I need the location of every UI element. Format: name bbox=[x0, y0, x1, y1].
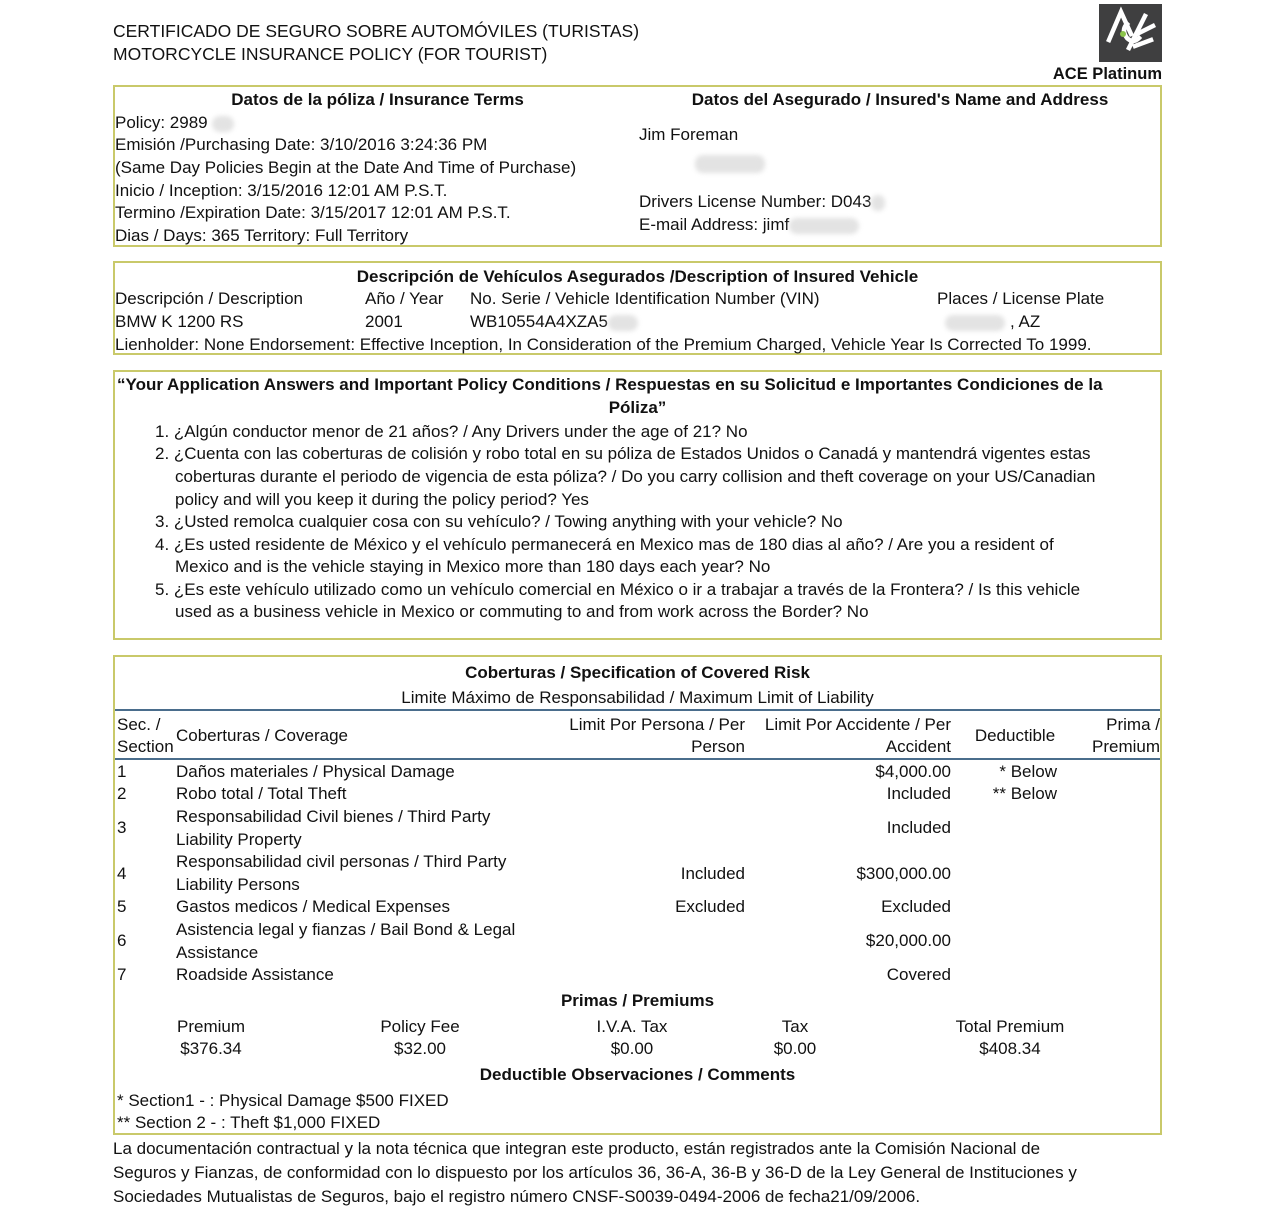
col-premium: Prima / bbox=[1106, 715, 1160, 734]
drivers-license: Drivers License Number: D043 bbox=[639, 191, 885, 213]
col-per-accident: Limit Por Accidente / Per bbox=[764, 715, 951, 734]
policy-terms-heading: Datos de la póliza / Insurance Terms bbox=[231, 90, 524, 109]
row-sec: 5 bbox=[117, 897, 127, 916]
row-sec: 7 bbox=[117, 965, 127, 984]
redacted-mark bbox=[212, 116, 234, 132]
title-english: MOTORCYCLE INSURANCE POLICY (FOR TOURIST) bbox=[113, 44, 548, 64]
coverage-subheading: Limite Máximo de Responsabilidad / Maximum Limit of Liability bbox=[401, 688, 874, 707]
purchase-date: Emisión /Purchasing Date: 3/10/2016 3:24:36 PM bbox=[115, 135, 488, 154]
vehicle-description: BMW K 1200 RS bbox=[115, 312, 244, 331]
condition-item-1: 1. ¿Algún conductor menor de 21 años? / Any Drivers under the age of 21? No bbox=[155, 422, 748, 441]
row-sec: 4 bbox=[117, 864, 127, 883]
vehicle-plate: , AZ bbox=[1010, 312, 1041, 331]
col-premium: Premium bbox=[1091, 737, 1160, 756]
condition-item-2: 2. ¿Cuenta con las coberturas de colisión y robo total en su póliza de Estados Unidos o Canadá y mantendrá vigentes estas bbox=[155, 444, 1091, 463]
ace-logo bbox=[1099, 4, 1162, 62]
premiums-heading: Primas / Premiums bbox=[560, 991, 715, 1010]
iva-tax-value: $0.00 bbox=[610, 1039, 654, 1058]
iva-tax-label: I.V.A. Tax bbox=[596, 1017, 668, 1036]
vehicle-vin: WB10554A4XZA5 bbox=[470, 311, 638, 333]
total-premium-label: Total Premium bbox=[955, 1017, 1065, 1036]
total-premium-value: $408.34 bbox=[979, 1039, 1041, 1058]
row-coverage: Gastos medicos / Medical Expenses bbox=[176, 897, 451, 916]
redacted-plate bbox=[945, 315, 1005, 331]
row-accident-limit: $300,000.00 bbox=[856, 864, 951, 883]
footer-line: Sociedades Mutualistas de Seguros, bajo el registro número CNSF-S0039-0494-2006 de fecha21/09/2006. bbox=[113, 1187, 921, 1206]
premium-label: Premium bbox=[176, 1017, 245, 1036]
col-per-accident: Accident bbox=[885, 737, 951, 756]
row-coverage: Daños materiales / Physical Damage bbox=[176, 762, 455, 781]
col-sec: Section bbox=[117, 737, 174, 756]
coverage-table-top-rule bbox=[115, 709, 1160, 711]
redacted-mark bbox=[608, 315, 638, 331]
col-coverage: Coberturas / Coverage bbox=[176, 726, 348, 745]
vehicle-year: 2001 bbox=[365, 312, 403, 331]
condition-item-5-cont: used as a business vehicle in Mexico or commuting to and from work across the Border? No bbox=[175, 602, 869, 621]
days-territory: Dias / Days: 365 Territory: Full Territory bbox=[115, 226, 409, 245]
row-coverage-cont: Liability Persons bbox=[176, 875, 300, 894]
ace-logo-mark bbox=[1099, 4, 1162, 62]
inception-date: Inicio / Inception: 3/15/2016 12:01 AM P.S.T. bbox=[115, 181, 448, 200]
row-coverage: Robo total / Total Theft bbox=[176, 784, 347, 803]
comment-line: * Section1 - : Physical Damage $500 FIXED bbox=[117, 1091, 449, 1110]
vehicle-col-vin: No. Serie / Vehicle Identification Number (VIN) bbox=[470, 289, 820, 308]
row-coverage: Asistencia legal y fianzas / Bail Bond & Legal bbox=[176, 920, 516, 939]
condition-item-2-cont: coberturas durante el periodo de vigencia de esta póliza? / Do you carry collision and theft coverage on your US/Canadian bbox=[175, 467, 1096, 486]
condition-item-5: 5. ¿Es este vehículo utilizado como un vehículo comercial en México o ir a trabajar a través de la Frontera? / Is this vehicle bbox=[155, 580, 1081, 599]
tax-value: $0.00 bbox=[773, 1039, 817, 1058]
col-per-person: Limit Por Persona / Per bbox=[569, 715, 745, 734]
row-sec: 3 bbox=[117, 818, 127, 837]
comments-heading: Deductible Observaciones / Comments bbox=[479, 1065, 796, 1084]
conditions-heading: “Your Application Answers and Important Policy Conditions / Respuestas en su Solicitud e Importantes Condiciones de la bbox=[117, 375, 1103, 394]
col-sec: Sec. / bbox=[117, 715, 161, 734]
conditions-heading-cont: Póliza” bbox=[608, 398, 667, 417]
row-person-limit: Included bbox=[680, 864, 745, 883]
condition-item-2-cont: policy and will you keep it during the policy period? Yes bbox=[175, 490, 589, 509]
row-accident-limit: $20,000.00 bbox=[865, 931, 951, 950]
redacted-mark bbox=[789, 218, 859, 234]
coverage-table-header-rule bbox=[115, 758, 1160, 760]
footer-line: Seguros y Fianzas, de conformidad con lo dispuesto por los artículos 36, 36-A, 36-B y 36-D de la Ley General de Instituciones y bbox=[113, 1163, 1077, 1182]
row-coverage-cont: Liability Property bbox=[176, 830, 302, 849]
same-day-note: (Same Day Policies Begin at the Date And Time of Purchase) bbox=[115, 158, 577, 177]
vehicle-box bbox=[113, 261, 1162, 355]
footer-line: La documentación contractual y la nota técnica que integran este producto, están registrados ante la Comisión Nacional de bbox=[113, 1139, 1041, 1158]
insured-name: Jim Foreman bbox=[639, 125, 739, 144]
row-coverage: Responsabilidad civil personas / Third Party bbox=[176, 852, 507, 871]
vehicle-col-year: Año / Year bbox=[365, 289, 444, 308]
vehicle-col-plate: Places / License Plate bbox=[937, 289, 1105, 308]
row-person-limit: Excluded bbox=[675, 897, 745, 916]
row-sec: 6 bbox=[117, 931, 127, 950]
expiration-date: Termino /Expiration Date: 3/15/2017 12:01 AM P.S.T. bbox=[115, 203, 511, 222]
row-accident-limit: Included bbox=[886, 784, 951, 803]
comment-line: ** Section 2 - : Theft $1,000 FIXED bbox=[117, 1113, 381, 1132]
policy-fee-label: Policy Fee bbox=[380, 1017, 460, 1036]
redacted-mark bbox=[871, 195, 885, 211]
row-deductible: ** Below bbox=[992, 784, 1057, 803]
premium-value: $376.34 bbox=[180, 1039, 242, 1058]
row-coverage: Roadside Assistance bbox=[176, 965, 334, 984]
brand-name: ACE Platinum bbox=[1052, 65, 1162, 83]
policy-fee-value: $32.00 bbox=[394, 1039, 446, 1058]
row-accident-limit: Covered bbox=[886, 965, 951, 984]
vehicle-col-description: Descripción / Description bbox=[115, 289, 304, 308]
policy-number: Policy: 2989 bbox=[115, 112, 234, 134]
row-accident-limit: Included bbox=[886, 818, 951, 837]
insured-heading: Datos del Asegurado / Insured's Name and Address bbox=[691, 90, 1109, 109]
tax-label: Tax bbox=[781, 1017, 809, 1036]
row-coverage: Responsabilidad Civil bienes / Third Party bbox=[176, 807, 491, 826]
coverage-heading: Coberturas / Specification of Covered Risk bbox=[465, 663, 810, 682]
lienholder-endorsement: Lienholder: None Endorsement: Effective Inception, In Consideration of the Premium Charged, Vehicle Year Is Corrected To 1999. bbox=[115, 335, 1092, 354]
email-address: E-mail Address: jimf bbox=[639, 214, 859, 236]
condition-item-4-cont: Mexico and is the vehicle staying in Mexico more than 180 days each year? No bbox=[175, 557, 771, 576]
title-spanish: CERTIFICADO DE SEGURO SOBRE AUTOMÓVILES (TURISTAS) bbox=[113, 21, 640, 41]
redacted-address bbox=[695, 155, 765, 173]
row-coverage-cont: Assistance bbox=[176, 943, 259, 962]
row-sec: 2 bbox=[117, 784, 127, 803]
col-deductible: Deductible bbox=[974, 726, 1056, 745]
coverage-box bbox=[113, 655, 1162, 1135]
vehicle-heading: Descripción de Vehículos Asegurados /Description of Insured Vehicle bbox=[356, 267, 919, 286]
row-deductible: * Below bbox=[999, 762, 1057, 781]
condition-item-3: 3. ¿Usted remolca cualquier cosa con su vehículo? / Towing anything with your vehicle? No bbox=[155, 512, 843, 531]
col-per-person: Person bbox=[691, 737, 745, 756]
row-accident-limit: $4,000.00 bbox=[875, 762, 951, 781]
row-accident-limit: Excluded bbox=[881, 897, 951, 916]
condition-item-4: 4. ¿Es usted residente de México y el vehículo permanecerá en Mexico mas de 180 dias al año? / Are you a resident of bbox=[155, 535, 1054, 554]
row-sec: 1 bbox=[117, 762, 127, 781]
conditions-box bbox=[113, 370, 1162, 640]
policy-insured-box bbox=[113, 85, 1162, 247]
